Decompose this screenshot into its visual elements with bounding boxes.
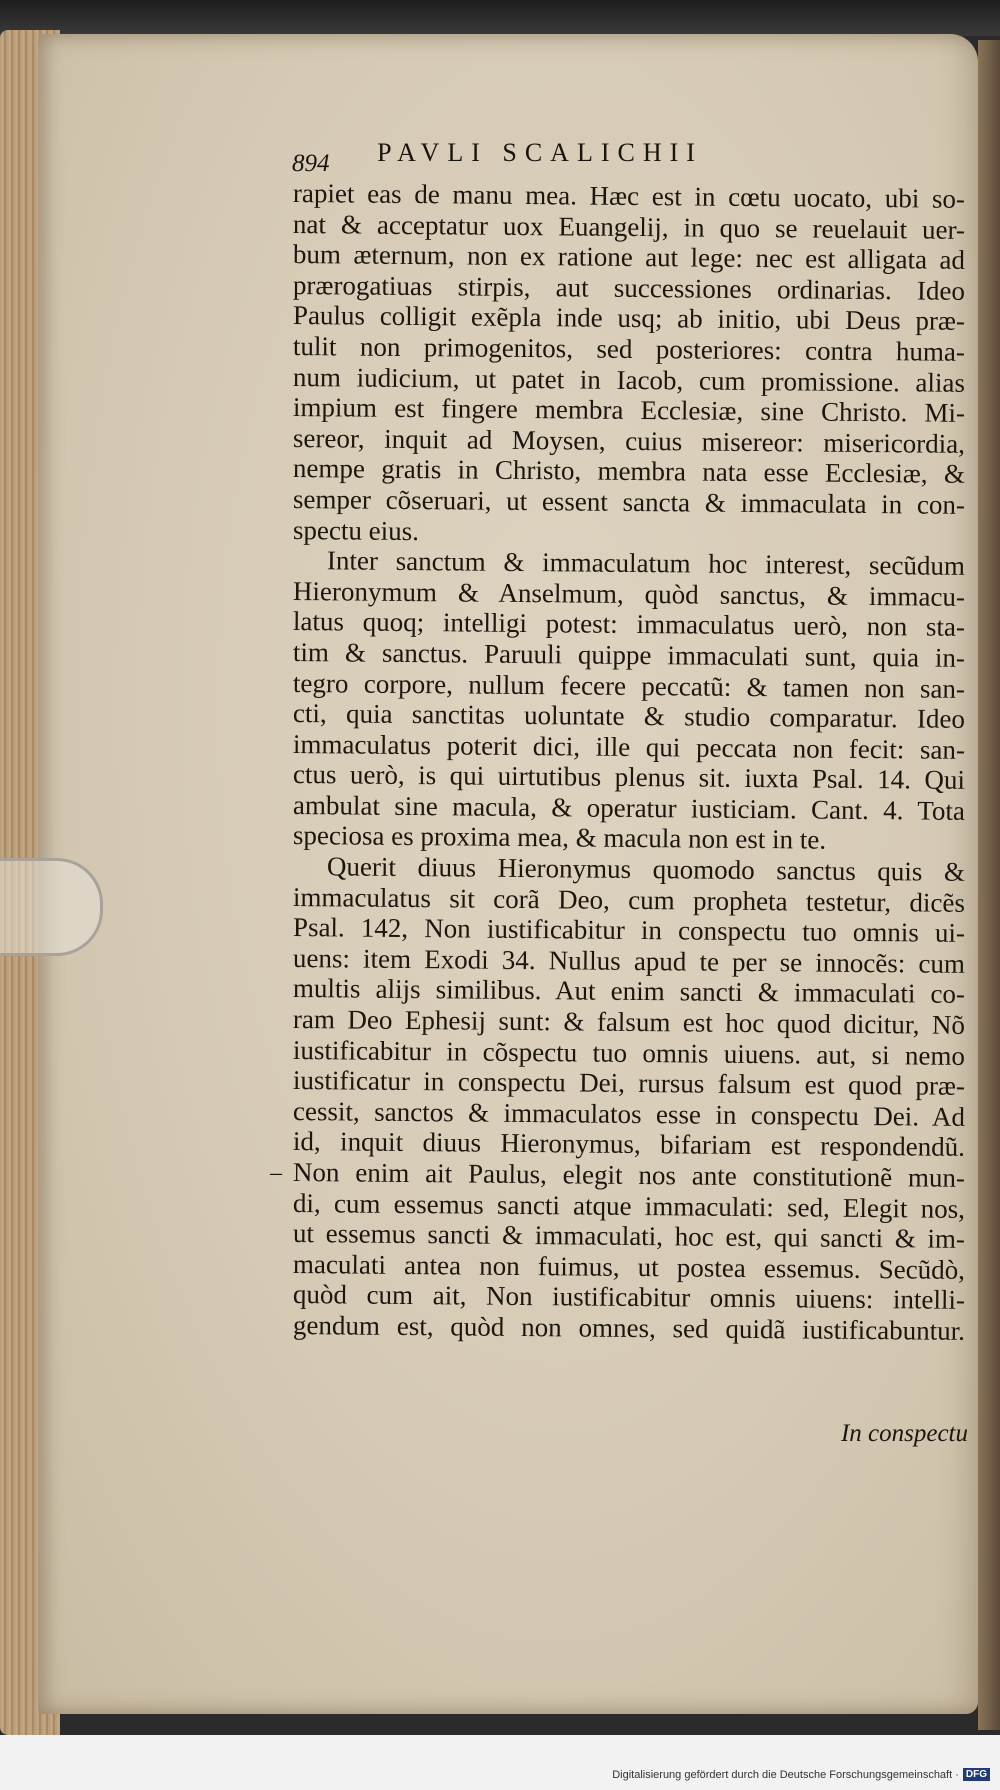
- text-line: prærogatiuas stirpis, aut successiones ordinarias. Ideo: [292, 269, 966, 306]
- text-line: iustificabitur in cõspectu tuo omnis uiuens. aut, si nemo: [292, 1034, 966, 1071]
- text-line: tim & sanctus. Paruuli quippe immaculati sunt, quia in-: [292, 636, 966, 673]
- book-right-edge: [978, 40, 1000, 1730]
- text-line: rapiet eas de manu mea. Hæc est in cœtu uocato, ubi so-: [292, 178, 966, 214]
- text-line: nat & acceptatur uox Euangelij, in quo se reuelauit uer-: [292, 208, 966, 245]
- text-line: nempe gratis in Christo, membra nata esse Ecclesiæ, &: [292, 453, 966, 490]
- text-line: maculati antea non fuimus, ut postea essemus. Secũdò,: [292, 1248, 966, 1285]
- dfg-logo-icon: DFG: [963, 1768, 990, 1781]
- text-line: Inter sanctum & immaculatum hoc interest, secũdum: [326, 545, 966, 581]
- text-line: Non enim ait Paulus, elegit nos ante constitutionẽ mun-: [292, 1157, 966, 1193]
- text-line: iustificatur in conspectu Dei, rursus falsum est quod præ-: [292, 1065, 966, 1102]
- text-line: latus quoq; intelligi potest: immaculatus uerò, non sta-: [292, 606, 966, 643]
- digitization-footer: [560, 1768, 990, 1781]
- text-line: Paulus colligit exẽpla inde usq; ab initio, ubi Deus præ-: [292, 300, 966, 337]
- text-line: gendum est, quòd non omnes, sed quidã iustificabuntur.: [292, 1309, 966, 1346]
- text-line: Hieronymum & Anselmum, quòd sanctus, & immacu-: [292, 575, 966, 612]
- text-line: id, inquit diuus Hieronymus, bifariam est respondendũ.: [292, 1126, 966, 1163]
- catchword: In conspectu: [840, 1420, 968, 1447]
- text-line: spectu eius.: [292, 514, 420, 546]
- text-line: speciosa es proxima mea, & macula non est in te.: [292, 820, 827, 856]
- text-line: immaculatus sit corã Deo, cum propheta testetur, dicẽs: [292, 881, 966, 918]
- text-line: cti, quia sanctitas uoluntate & studio comparatur. Ideo: [292, 698, 966, 734]
- text-line: num iudicium, ut patet in Iacob, cum promissione. alias: [292, 361, 966, 398]
- text-line: quòd cum ait, Non iustificabitur omnis uiuens: intelli-: [292, 1279, 966, 1316]
- page-clip: [0, 858, 103, 956]
- text-line: bum æternum, non ex ratione aut lege: nec est alligata ad: [292, 239, 966, 276]
- text-line: uens: item Exodi 34. Nullus apud te per se innocẽs: cum: [292, 942, 966, 979]
- text-line: immaculatus poterit dici, ille qui peccata non fecit: san-: [292, 728, 966, 765]
- margin-mark: –: [270, 1160, 282, 1186]
- text-line: Querit diuus Hieronymus quomodo sanctus quis &: [326, 851, 966, 887]
- text-line: Psal. 142, Non iustificabitur in conspectu tuo omnis ui-: [292, 912, 966, 949]
- text-line: impium est fingere membra Ecclesiæ, sine Christo. Mi-: [292, 392, 966, 429]
- page-number: 894: [292, 150, 330, 177]
- text-line: semper cõseruari, ut essent sancta & immaculata in con-: [292, 483, 966, 520]
- footer-credit: Digitalisierung gefördert durch die Deutsche Forschungsgemeinschaft ·: [612, 1768, 959, 1781]
- text-line: multis alijs similibus. Aut enim sancti & immaculati co-: [292, 973, 966, 1010]
- text-line: tegro corpore, nullum fecere peccatũ: & tamen non san-: [292, 667, 966, 704]
- text-line: ram Deo Ephesij sunt: & falsum est hoc quod dicitur, Nõ: [292, 1004, 966, 1040]
- text-line: ctus uerò, is qui uirtutibus plenus sit. iuxta Psal. 14. Qui: [292, 759, 966, 796]
- text-line: ambulat sine macula, & operatur iusticiam. Cant. 4. Tota: [292, 789, 966, 826]
- text-line: di, cum essemus sancti atque immaculati: sed, Elegit nos,: [292, 1187, 966, 1224]
- text-line: cessit, sanctos & immaculatos esse in conspectu Dei. Ad: [292, 1095, 966, 1132]
- running-header: PAVLI SCALICHII: [377, 138, 703, 167]
- scan-bottom-band: [0, 1735, 1000, 1790]
- text-line: tulit non primogenitos, sed posteriores: contra huma-: [292, 330, 966, 367]
- body-text: [292, 178, 966, 1346]
- text-line: ut essemus sancti & immaculati, hoc est, qui sancti & im-: [292, 1218, 966, 1255]
- scan-top-background: [0, 0, 1000, 36]
- text-line: sereor, inquit ad Moysen, cuius misereor: misericordia,: [292, 422, 966, 459]
